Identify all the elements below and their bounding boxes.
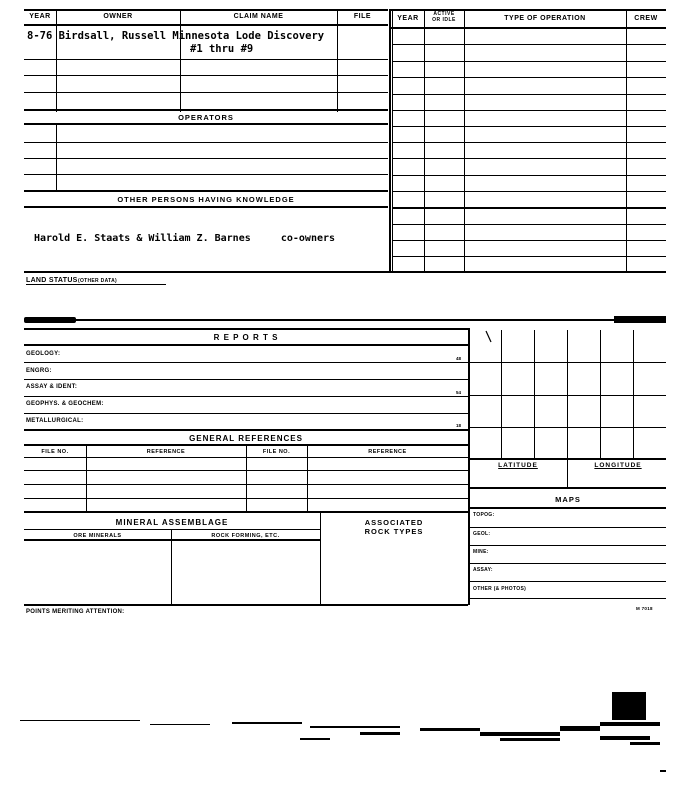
ops-active-header-2: OR IDLE [432, 17, 456, 23]
knowledge-title: OTHER PERSONS HAVING KNOWLEDGE [117, 195, 295, 204]
report-geology-label: GEOLOGY: [26, 351, 61, 357]
report-engrg-label: ENGRG: [26, 368, 52, 374]
maps-other-label: OTHER (& PHOTOS) [473, 586, 527, 592]
ops-crew-header: CREW [634, 15, 658, 22]
claim-entry-line2: #1 thru #9 [190, 43, 254, 55]
maps-assay-label: ASSAY: [473, 567, 493, 573]
rock-types-title-2: ROCK TYPES [364, 527, 424, 536]
form-number: M 7018 [636, 606, 653, 611]
lower-block-bottom-rule [24, 604, 468, 606]
claims-file-header: FILE [353, 13, 372, 20]
mineral-assemblage-title: MINERAL ASSEMBLAGE [115, 518, 229, 527]
rock-types-title-1: ASSOCIATED [364, 518, 424, 527]
report-geology-num: 48 [456, 356, 462, 361]
separator-band [24, 318, 666, 322]
longitude-label: LONGITUDE [594, 462, 642, 469]
maps-title: MAPS [555, 495, 581, 504]
scan-artifact-noise [0, 712, 678, 772]
report-assay-num: 54 [456, 390, 462, 395]
ops-type-header: TYPE OF OPERATION [504, 15, 586, 22]
report-metallurgical-num: 18 [456, 423, 462, 428]
land-status-sub: (OTHER DATA) [78, 278, 117, 284]
ore-minerals-header: ORE MINERALS [73, 533, 122, 539]
ref-fileno-header-2: FILE NO. [262, 449, 291, 455]
latitude-label: LATITUDE [498, 462, 538, 469]
claims-name-header: CLAIM NAME [233, 13, 284, 20]
report-assay-label: ASSAY & IDENT: [26, 384, 78, 390]
claims-owner-header: OWNER [103, 13, 133, 20]
ref-fileno-header-1: FILE NO. [41, 449, 69, 455]
rock-forming-header: ROCK FORMING, ETC. [211, 533, 280, 539]
ref-reference-header-2: REFERENCE [368, 449, 407, 455]
claims-year-header: YEAR [29, 13, 51, 20]
north-arrow-mark [484, 330, 494, 344]
ops-active-header-1: ACTIVE [433, 11, 455, 17]
land-status-label: LAND STATUS [26, 277, 78, 284]
report-geophys-label: GEOPHYS. & GEOCHEM: [26, 401, 104, 407]
maps-topog-label: TOPOG: [473, 512, 495, 518]
general-references-title: GENERAL REFERENCES [189, 434, 303, 443]
report-metallurgical-label: METALLURGICAL: [26, 418, 84, 424]
points-meriting-label: POINTS MERITING ATTENTION: [26, 609, 125, 615]
ops-year-header: YEAR [397, 15, 419, 22]
operators-title: OPERATORS [178, 113, 234, 122]
maps-geol-label: GEOL: [473, 531, 491, 537]
knowledge-entry: Harold E. Staats & William Z. Barnes co-owners [34, 233, 336, 244]
claim-entry-line1: 8-76 Birdsall, Russell Minnesota Lode Discovery [27, 30, 325, 42]
maps-mine-label: MINE: [473, 549, 489, 555]
reports-title: R E P O R T S [213, 333, 279, 342]
ref-reference-header-1: REFERENCE [146, 449, 186, 455]
